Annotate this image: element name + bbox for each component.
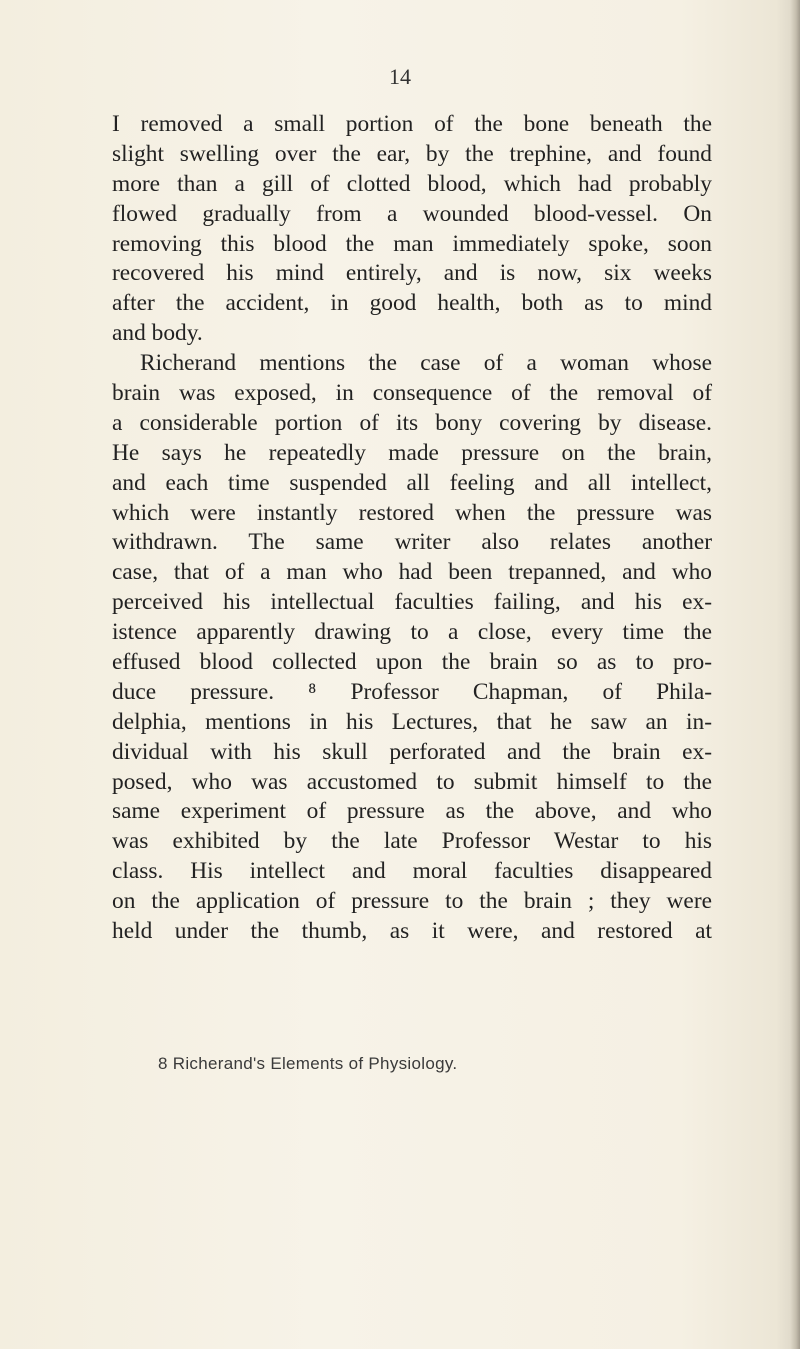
- page-edge-shadow: [790, 0, 800, 1349]
- text-line: I removed a small portion of the bone beneath the: [112, 111, 712, 137]
- text-line: recovered his mind entirely, and is now, six weeks: [112, 260, 712, 287]
- text-line: Richerand mentions the case of a woman whose: [140, 350, 712, 377]
- text-line: was exhibited by the late Professor Westar to his: [112, 828, 712, 855]
- text-line: and each time suspended all feeling and all intellect,: [112, 469, 712, 496]
- text-line: effused blood collected upon the brain so as to pro-: [112, 649, 712, 676]
- text-line: flowed gradually from a wounded blood-vessel. On: [112, 200, 712, 227]
- text-line: He says he repeatedly made pressure on the brain,: [112, 439, 712, 466]
- text-line: a considerable portion of its bony covering by disease.: [112, 409, 712, 436]
- text-line: brain was exposed, in consequence of the removal of: [112, 380, 712, 407]
- text-line: class. His intellect and moral faculties disappeared: [112, 858, 712, 885]
- text-line: more than a gill of clotted blood, which had probably: [112, 170, 712, 197]
- text-line: withdrawn. The same writer also relates another: [112, 529, 712, 556]
- text-line: held under the thumb, as it were, and restored at: [112, 918, 712, 945]
- text-line: perceived his intellectual faculties failing, and his ex-: [112, 589, 712, 616]
- text-line: delphia, mentions in his Lectures, that he saw an in-: [112, 708, 712, 735]
- text-line: removing this blood the man immediately spoke, soon: [112, 230, 712, 257]
- text-line: dividual with his skull perforated and the brain ex-: [112, 738, 712, 765]
- text-line: after the accident, in good health, both as to mind: [112, 290, 712, 317]
- text-line: same experiment of pressure as the above, and who: [112, 798, 712, 825]
- text-line: case, that of a man who had been trepanned, and who: [112, 559, 712, 586]
- text-line: istence apparently drawing to a close, every time the: [112, 619, 712, 646]
- text-line: which were instantly restored when the pressure was: [112, 499, 712, 526]
- body-text: [112, 110, 712, 947]
- text-line: and body.: [112, 320, 203, 347]
- page-number: 14: [389, 64, 411, 89]
- footnote: 8 Richerand's Elements of Physiology.: [158, 1054, 458, 1073]
- text-line: slight swelling over the ear, by the trephine, and found: [112, 140, 712, 167]
- text-line: posed, who was accustomed to submit himself to the: [112, 768, 712, 795]
- text-line: duce pressure. ⁸ Professor Chapman, of Phila-: [112, 678, 712, 705]
- text-line: on the application of pressure to the brain ; they were: [112, 888, 712, 915]
